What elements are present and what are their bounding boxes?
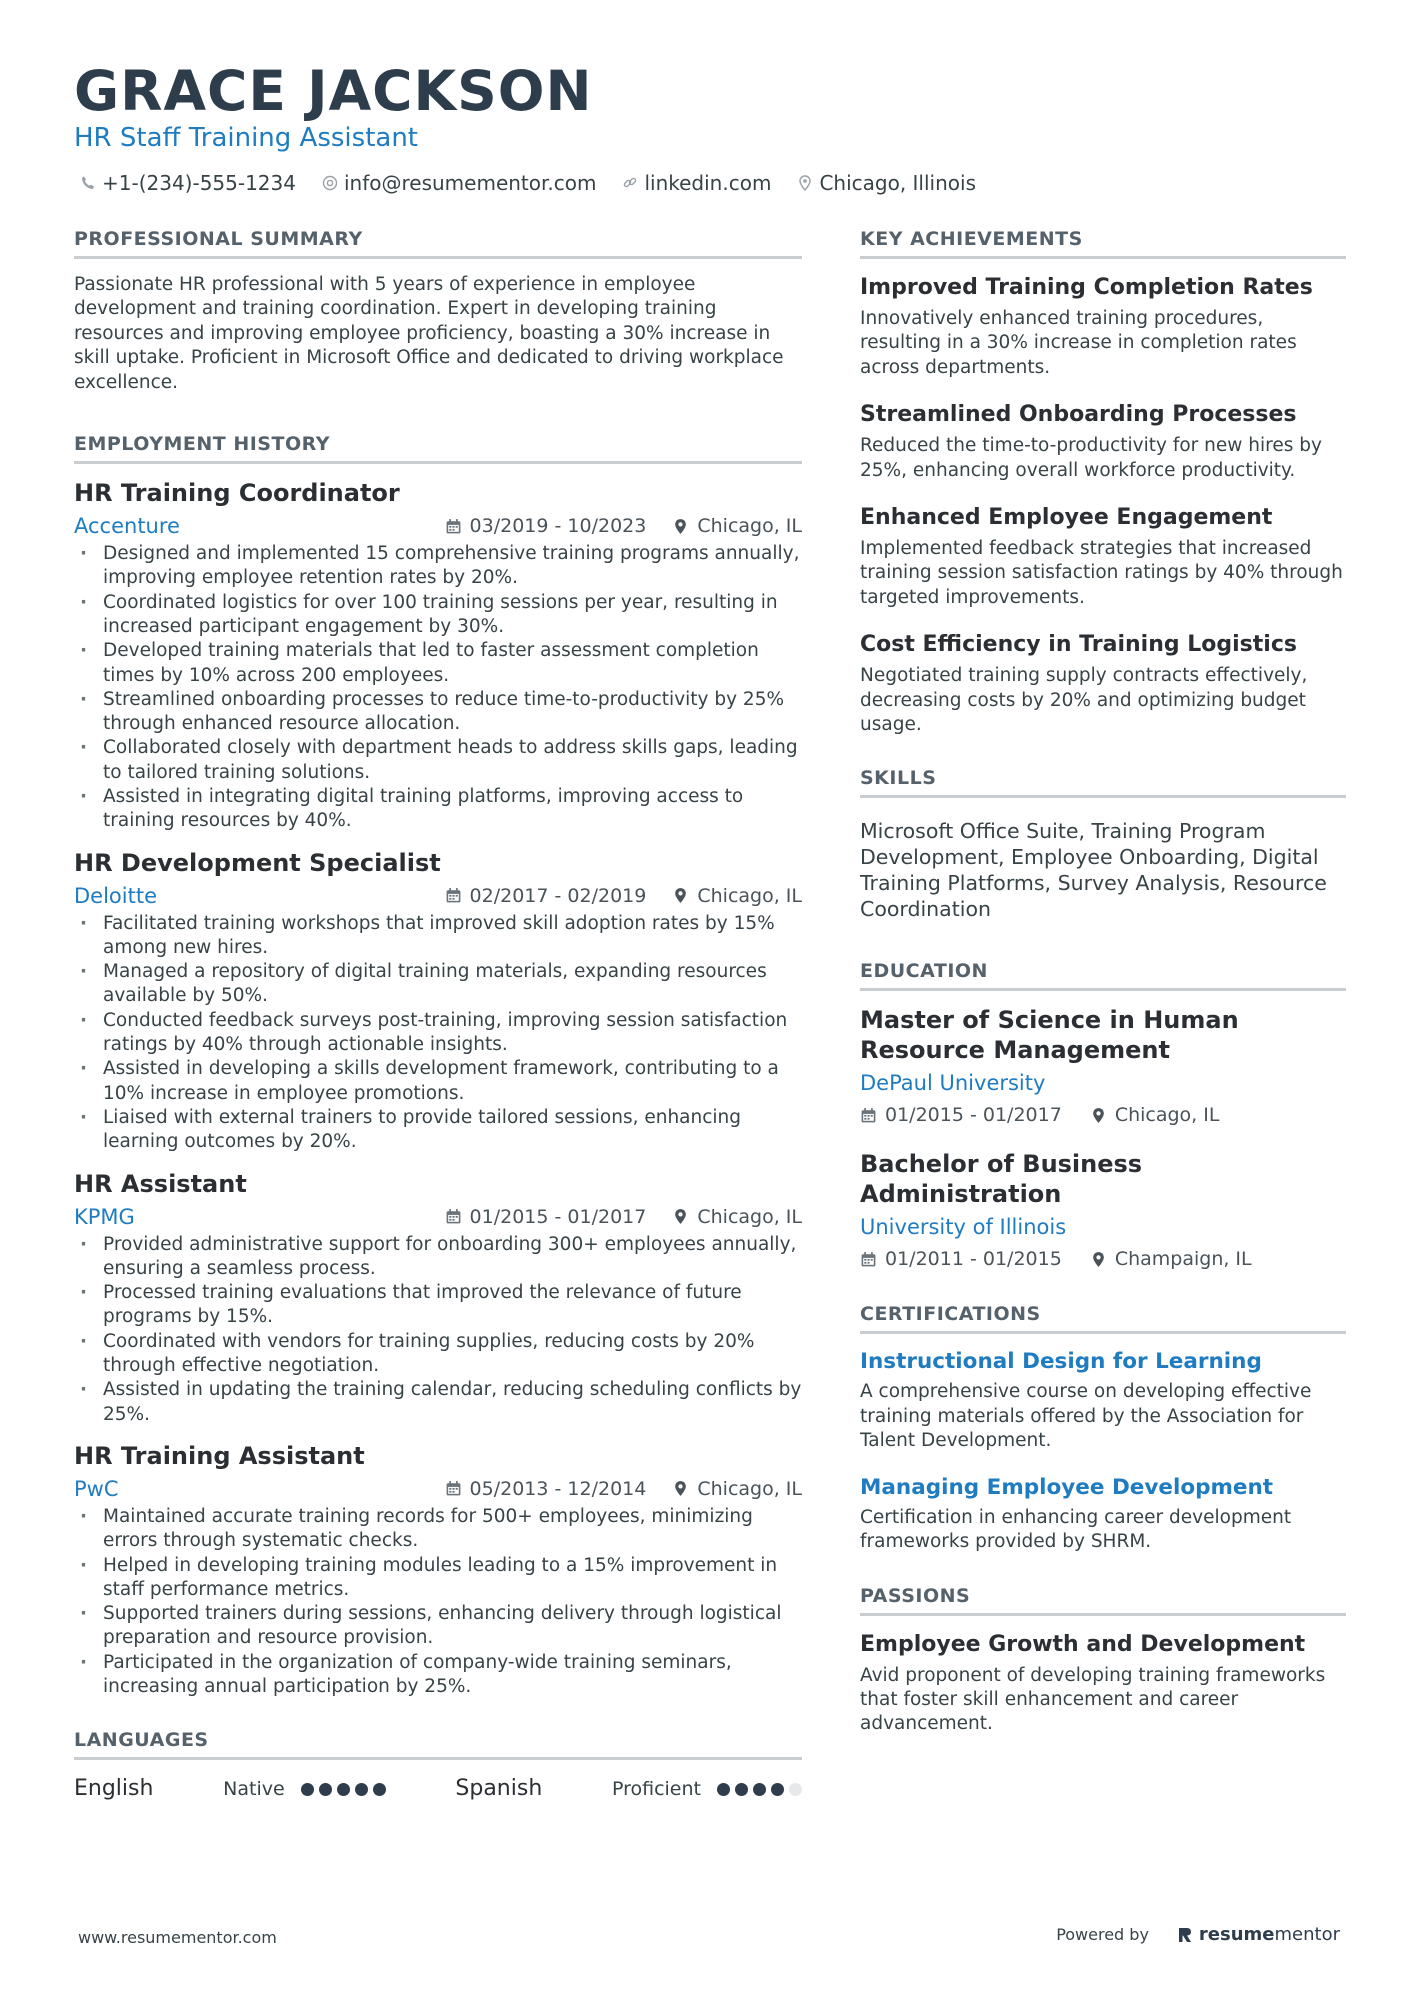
job-location <box>672 882 802 910</box>
job-dates <box>445 1475 647 1503</box>
map-pin-icon <box>672 1480 689 1497</box>
calendar-icon <box>445 1480 462 1497</box>
skills-section <box>860 765 1346 922</box>
passion-list <box>860 1630 1346 1737</box>
summary-section <box>74 226 802 395</box>
job-entry <box>74 478 802 834</box>
achievement-text: Implemented feedback strategies that increased training session satisfaction ratings by 40% through targeted improvements. <box>860 538 1343 608</box>
language-name: Spanish <box>455 1776 543 1802</box>
calendar-icon <box>445 887 462 904</box>
education-list <box>860 1005 1346 1273</box>
language-name: English <box>74 1776 154 1802</box>
language-list <box>74 1774 802 1804</box>
contact-linkedin[interactable] <box>622 169 771 197</box>
job-bullet: · Assisted in integrating digital training platforms, improving access to training resources by 40%. <box>74 785 802 834</box>
achievement-text: Negotiated training supply contracts effectively, decreasing costs by 20% and optimizing budget usage. <box>860 665 1308 736</box>
job-entry <box>74 1169 802 1427</box>
employment-section <box>74 431 802 1699</box>
job-bullet: · Facilitated training workshops that improved skill adoption rates by 15% among new hires. <box>74 912 802 961</box>
certification-list <box>860 1348 1346 1554</box>
candidate-role: HR Staff Training Assistant <box>74 123 418 153</box>
job-bullet: · Participated in the organization of company-wide training seminars, increasing annual participation by 25%. <box>74 1651 802 1700</box>
languages-section <box>74 1727 802 1804</box>
employment-heading: EMPLOYMENT HISTORY <box>74 431 802 464</box>
job-bullet: · Streamlined onboarding processes to reduce time-to-productivity by 25% through enhanced resource allocation. <box>74 688 802 737</box>
brand-bold: resume <box>1198 1924 1275 1945</box>
education-location <box>1090 1245 1252 1273</box>
job-bullets <box>74 542 802 834</box>
job-entry <box>74 848 802 1155</box>
job-meta <box>74 1475 802 1503</box>
certification-text: A comprehensive course on developing effective training materials offered by the Association for Talent Development. <box>860 1381 1312 1452</box>
calendar-icon <box>860 1107 877 1124</box>
job-dates <box>445 1203 647 1231</box>
job-bullets <box>74 1233 802 1427</box>
job-dates-text: 02/2017 - 02/2019 <box>469 884 647 907</box>
job-bullet: · Managed a repository of digital training materials, expanding resources available by 50%. <box>74 960 802 1009</box>
rating-dot <box>337 1783 350 1796</box>
language-level: Native <box>223 1778 285 1801</box>
achievement-item <box>860 273 1346 380</box>
language-level: Proficient <box>611 1778 701 1801</box>
job-bullet: · Assisted in updating the training calendar, reducing scheduling conflicts by 25%. <box>74 1378 802 1427</box>
summary-text: Passionate HR professional with 5 years of experience in employee development and training coordination. Expert in developing training resources and improving employee proficiency, boasting a 30% increase in skill uptake. Proficient in Microsoft Office and dedicated to driving workplace excellence. <box>74 274 784 393</box>
calendar-icon <box>445 1208 462 1225</box>
job-bullets <box>74 1505 802 1699</box>
skills-heading: SKILLS <box>860 765 1346 798</box>
education-school: DePaul University <box>860 1071 1046 1096</box>
certification-item <box>860 1348 1346 1453</box>
map-pin-icon <box>1090 1107 1107 1124</box>
rating-dot <box>373 1783 386 1796</box>
education-school: University of Illinois <box>860 1215 1067 1240</box>
achievement-title: Enhanced Employee Engagement <box>860 505 1273 531</box>
achievements-section <box>860 226 1346 737</box>
education-meta <box>860 1101 1346 1129</box>
language-level-group <box>223 1774 386 1804</box>
certification-title[interactable]: Managing Employee Development <box>860 1474 1274 1500</box>
brand-rest: mentor <box>1274 1924 1340 1945</box>
summary-heading: PROFESSIONAL SUMMARY <box>74 226 802 259</box>
rating-dot <box>355 1783 368 1796</box>
achievement-item <box>860 400 1346 483</box>
job-location <box>672 512 802 540</box>
education-dates-text: 01/2015 - 01/2017 <box>885 1104 1062 1127</box>
job-bullet: · Developed training materials that led to faster assessment completion times by 10% across 200 employees. <box>74 639 802 688</box>
job-bullet: · Supported trainers during sessions, enhancing delivery through logistical preparation and resource provision. <box>74 1602 802 1651</box>
powered-by-label: Powered by <box>1056 1925 1149 1944</box>
job-meta <box>74 882 802 910</box>
passion-title: Employee Growth and Development <box>860 1631 1306 1657</box>
job-location-text: Chicago, IL <box>697 1477 802 1500</box>
job-dates-text: 05/2013 - 12/2014 <box>469 1477 647 1500</box>
job-bullet: · Helped in developing training modules leading to a 15% improvement in staff performance metrics. <box>74 1554 802 1603</box>
rating-dot <box>735 1783 748 1796</box>
job-bullet: · Processed training evaluations that improved the relevance of future programs by 15%. <box>74 1281 802 1330</box>
contact-bar <box>80 169 976 197</box>
job-bullet: · Coordinated logistics for over 100 training sessions per year, resulting in increased participant engagement by 30%. <box>74 591 802 640</box>
certifications-heading: CERTIFICATIONS <box>860 1301 1346 1334</box>
job-dates <box>445 882 647 910</box>
contact-email-text: info@resumementor.com <box>343 171 597 195</box>
achievement-title: Cost Efficiency in Training Logistics <box>860 632 1297 658</box>
achievement-text: Innovatively enhanced training procedures, resulting in a 30% increase in completion rates across departments. <box>860 308 1297 378</box>
achievement-title: Improved Training Completion Rates <box>860 275 1313 300</box>
job-title: HR Training Coordinator <box>74 479 400 508</box>
rating-dot <box>301 1783 314 1796</box>
job-title: HR Assistant <box>74 1169 247 1198</box>
education-meta <box>860 1245 1346 1273</box>
language-rating <box>301 1783 386 1796</box>
left-column <box>74 226 802 1840</box>
footer-powered <box>1056 1924 1340 1945</box>
rating-dot <box>319 1783 332 1796</box>
rating-dot <box>717 1783 730 1796</box>
education-location <box>1090 1101 1220 1129</box>
skills-text: Microsoft Office Suite, Training Program Development, Employee Onboarding, Digital Training Platforms, Survey Analysis, Resource Coordination <box>860 819 1327 922</box>
passion-text: Avid proponent of developing training frameworks that foster skill enhancement and career advancement. <box>860 1664 1326 1735</box>
map-pin-icon <box>797 175 813 191</box>
calendar-icon <box>860 1251 877 1268</box>
education-section <box>860 958 1346 1273</box>
certification-item <box>860 1474 1346 1555</box>
education-location-text: Champaign, IL <box>1114 1248 1252 1271</box>
job-company: KPMG <box>74 1204 135 1229</box>
job-bullet: · Assisted in developing a skills development framework, contributing to a 10% increase in employee promotions. <box>74 1057 802 1106</box>
certification-text: Certification in enhancing career development frameworks provided by SHRM. <box>860 1506 1292 1553</box>
contact-phone[interactable] <box>80 169 296 197</box>
job-location <box>672 1203 802 1231</box>
job-bullets <box>74 912 802 1155</box>
contact-location-text: Chicago, Illinois <box>819 171 976 195</box>
job-bullet: · Maintained accurate training records for 500+ employees, minimizing errors through systematic checks. <box>74 1505 802 1554</box>
passions-heading: PASSIONS <box>860 1583 1346 1616</box>
education-item <box>860 1005 1346 1129</box>
certification-title[interactable]: Instructional Design for Learning <box>860 1349 1262 1375</box>
job-dates-text: 01/2015 - 01/2017 <box>469 1205 647 1228</box>
achievement-text: Reduced the time-to-productivity for new hires by 25%, enhancing overall workforce productivity. <box>860 435 1322 481</box>
job-meta <box>74 1203 802 1231</box>
job-bullet: · Coordinated with vendors for training supplies, reducing costs by 20% through effective negotiation. <box>74 1330 802 1379</box>
job-location-text: Chicago, IL <box>697 515 802 538</box>
job-bullet: · Provided administrative support for onboarding 300+ employees annually, ensuring a seamless process. <box>74 1233 802 1282</box>
education-degree: Master of Science in Human Resource Management <box>860 1006 1239 1065</box>
language-level-group <box>612 1774 802 1804</box>
job-bullet: · Conducted feedback surveys post-training, improving session satisfaction ratings by 40% through actionable insights. <box>74 1009 802 1058</box>
achievement-list <box>860 273 1346 737</box>
passion-item <box>860 1630 1346 1737</box>
education-item <box>860 1149 1346 1273</box>
language-rating <box>717 1783 802 1796</box>
brand-logo-icon <box>1177 1926 1193 1944</box>
job-location-text: Chicago, IL <box>697 1205 802 1228</box>
job-entry <box>74 1441 802 1699</box>
education-location-text: Chicago, IL <box>1114 1104 1220 1127</box>
job-title: HR Training Assistant <box>74 1441 365 1470</box>
contact-phone-text: +1-(234)-555-1234 <box>102 171 296 195</box>
education-dates-text: 01/2011 - 01/2015 <box>885 1248 1062 1271</box>
achievement-item <box>860 630 1346 737</box>
education-dates <box>860 1101 1062 1129</box>
achievement-title: Streamlined Onboarding Processes <box>860 402 1297 428</box>
rating-dot <box>789 1783 802 1796</box>
map-pin-icon <box>672 887 689 904</box>
contact-email[interactable] <box>322 169 596 197</box>
map-pin-icon <box>1090 1251 1107 1268</box>
candidate-name: GRACE JACKSON <box>74 59 593 123</box>
job-dates-text: 03/2019 - 10/2023 <box>469 515 647 538</box>
job-meta <box>74 512 802 540</box>
phone-icon <box>80 175 96 191</box>
link-icon <box>622 175 638 191</box>
rating-dot <box>771 1783 784 1796</box>
map-pin-icon <box>672 1208 689 1225</box>
education-dates <box>860 1245 1062 1273</box>
at-icon <box>322 175 338 191</box>
passions-section <box>860 1583 1346 1737</box>
footer-website[interactable]: www.resumementor.com <box>78 1928 277 1947</box>
right-column <box>860 226 1346 1773</box>
job-dates <box>445 512 647 540</box>
contact-location <box>797 169 976 197</box>
education-heading: EDUCATION <box>860 958 1346 991</box>
contact-linkedin-text: linkedin.com <box>644 171 772 195</box>
map-pin-icon <box>672 518 689 535</box>
rating-dot <box>753 1783 766 1796</box>
calendar-icon <box>445 518 462 535</box>
job-bullet: · Liaised with external trainers to provide tailored sessions, enhancing learning outcomes by 20%. <box>74 1106 802 1155</box>
job-company: PwC <box>74 1476 119 1501</box>
job-title: HR Development Specialist <box>74 848 441 877</box>
job-list <box>74 478 802 1699</box>
certifications-section <box>860 1301 1346 1554</box>
achievement-item <box>860 503 1346 610</box>
job-company: Deloitte <box>74 883 157 908</box>
job-location <box>672 1475 802 1503</box>
job-company: Accenture <box>74 514 180 539</box>
brand-logo[interactable] <box>1177 1924 1340 1945</box>
job-bullet: · Collaborated closely with department heads to address skills gaps, leading to tailored training solutions. <box>74 736 802 785</box>
education-degree: Bachelor of Business Administration <box>860 1150 1143 1209</box>
languages-heading: LANGUAGES <box>74 1727 802 1760</box>
job-location-text: Chicago, IL <box>697 884 802 907</box>
achievements-heading: KEY ACHIEVEMENTS <box>860 226 1346 259</box>
job-bullet: · Designed and implemented 15 comprehensive training programs annually, improving employee retention rates by 20%. <box>74 542 802 591</box>
